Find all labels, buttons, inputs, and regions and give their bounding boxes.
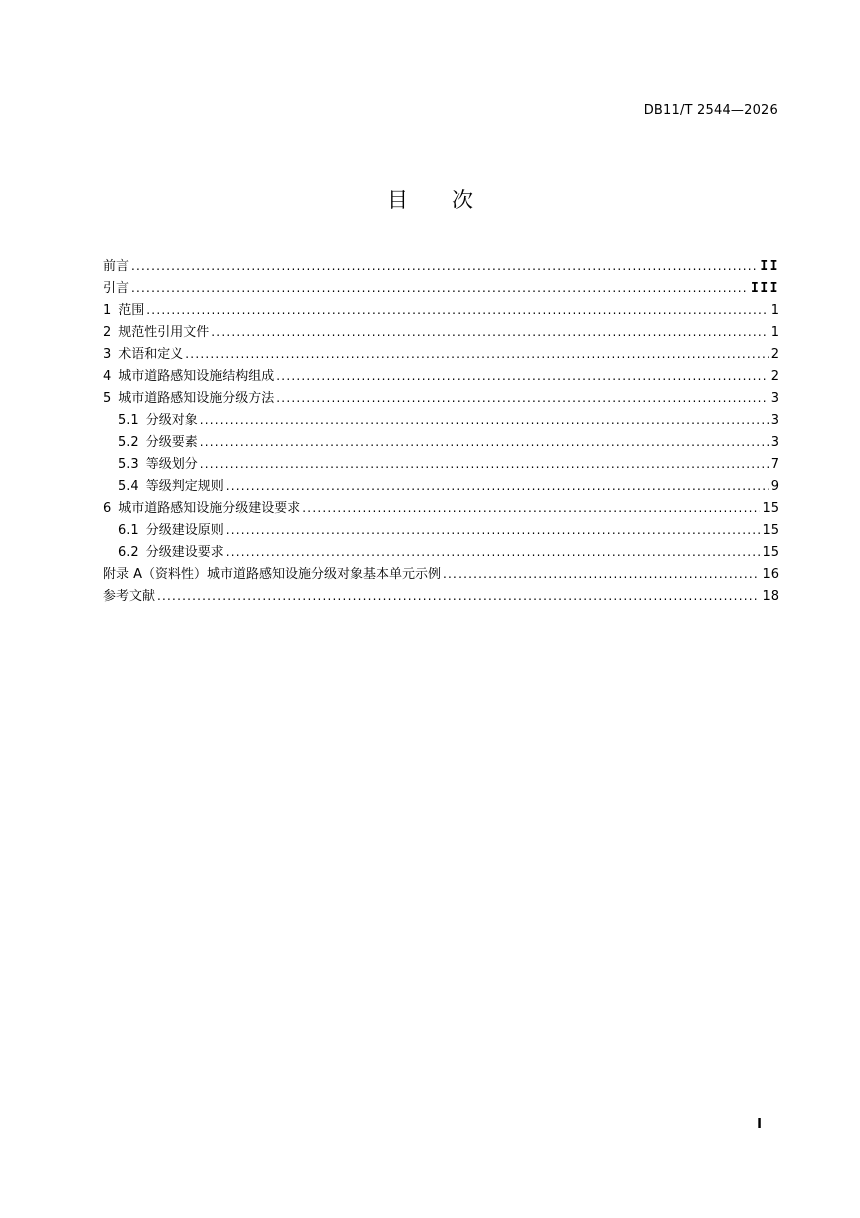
toc-leader-dots (226, 479, 769, 493)
toc-leader-dots (200, 435, 769, 449)
toc-entry-page: 2 (770, 347, 779, 362)
toc-entry-number: 5.3 (118, 457, 139, 472)
title-char-1: 目 (387, 188, 408, 212)
title-char-2: 次 (452, 188, 473, 212)
toc-entry-page: 9 (770, 479, 779, 494)
toc-entry[interactable] (103, 255, 779, 277)
toc-entry-number: 3 (103, 347, 112, 362)
toc-entry[interactable] (103, 431, 779, 453)
toc-entry-page: 15 (762, 523, 779, 538)
toc-entry-page: 7 (770, 457, 779, 472)
toc-entry-label: 等级划分 (145, 457, 198, 472)
toc-entry-page: II (760, 259, 779, 274)
toc-entry-page: 3 (770, 413, 779, 428)
document-code: DB11/T 2544—2026 (643, 103, 778, 118)
toc-leader-dots (443, 567, 760, 581)
toc-entry[interactable] (103, 453, 779, 475)
toc-entry-label: 城市道路感知设施结构组成 (118, 369, 275, 384)
toc-entry-page: 3 (770, 435, 779, 450)
toc-entry-number: 6.1 (118, 523, 139, 538)
toc-entry-label: 城市道路感知设施分级方法 (118, 391, 275, 406)
toc-entry-page: 1 (770, 325, 779, 340)
toc-entry[interactable] (103, 519, 779, 541)
toc-entry-label: 参考文献 (103, 589, 156, 604)
toc-entry-label: 前言 (103, 259, 130, 274)
toc-leader-dots (226, 523, 761, 537)
toc-entry-label: 分级建设原则 (145, 523, 224, 538)
toc-entry-label: 引言 (103, 281, 130, 296)
toc-entry-label: 范围 (118, 303, 145, 318)
toc-entry-page: 18 (762, 589, 779, 604)
toc-entry-page: 3 (770, 391, 779, 406)
toc-entry-page: 15 (762, 545, 779, 560)
toc-entry-number: 1 (103, 303, 112, 318)
toc-leader-dots (276, 391, 768, 405)
toc-leader-dots (200, 457, 769, 471)
table-of-contents (103, 255, 779, 607)
toc-entry[interactable] (103, 277, 779, 299)
toc-leader-dots (146, 303, 768, 317)
toc-entry-number: 5.2 (118, 435, 139, 450)
toc-leader-dots (185, 347, 768, 361)
toc-entry-label: 分级建设要求 (145, 545, 224, 560)
toc-entry-label: 附录 A（资料性）城市道路感知设施分级对象基本单元示例 (103, 567, 442, 582)
toc-entry[interactable] (103, 475, 779, 497)
toc-leader-dots (131, 281, 749, 295)
toc-entry-number: 5.4 (118, 479, 139, 494)
toc-entry-number: 5 (103, 391, 112, 406)
toc-entry-number: 6.2 (118, 545, 139, 560)
toc-entry-number: 2 (103, 325, 112, 340)
toc-leader-dots (200, 413, 769, 427)
page-title (0, 184, 860, 214)
toc-entry[interactable] (103, 409, 779, 431)
page-number: I (757, 1117, 762, 1132)
toc-leader-dots (131, 259, 758, 273)
toc-entry-number: 6 (103, 501, 112, 516)
toc-entry[interactable] (103, 497, 779, 519)
toc-entry-page: 1 (770, 303, 779, 318)
toc-leader-dots (302, 501, 760, 515)
toc-entry-number: 5.1 (118, 413, 139, 428)
toc-entry[interactable] (103, 387, 779, 409)
toc-entry[interactable] (103, 541, 779, 563)
toc-entry[interactable] (103, 299, 779, 321)
toc-leader-dots (226, 545, 761, 559)
toc-entry-page: III (751, 281, 779, 296)
toc-entry-page: 16 (762, 567, 779, 582)
toc-entry[interactable] (103, 585, 779, 607)
toc-entry-label: 等级判定规则 (145, 479, 224, 494)
toc-leader-dots (157, 589, 760, 603)
toc-entry-label: 术语和定义 (118, 347, 184, 362)
toc-entry-label: 分级对象 (145, 413, 198, 428)
toc-entry-page: 15 (762, 501, 779, 516)
toc-entry-label: 规范性引用文件 (118, 325, 210, 340)
toc-entry-label: 城市道路感知设施分级建设要求 (118, 501, 301, 516)
toc-entry[interactable] (103, 343, 779, 365)
toc-entry-number: 4 (103, 369, 112, 384)
toc-entry-page: 2 (770, 369, 779, 384)
toc-leader-dots (276, 369, 768, 383)
toc-entry[interactable] (103, 321, 779, 343)
toc-entry[interactable] (103, 365, 779, 387)
toc-entry-label: 分级要素 (145, 435, 198, 450)
toc-entry[interactable] (103, 563, 779, 585)
toc-leader-dots (211, 325, 768, 339)
